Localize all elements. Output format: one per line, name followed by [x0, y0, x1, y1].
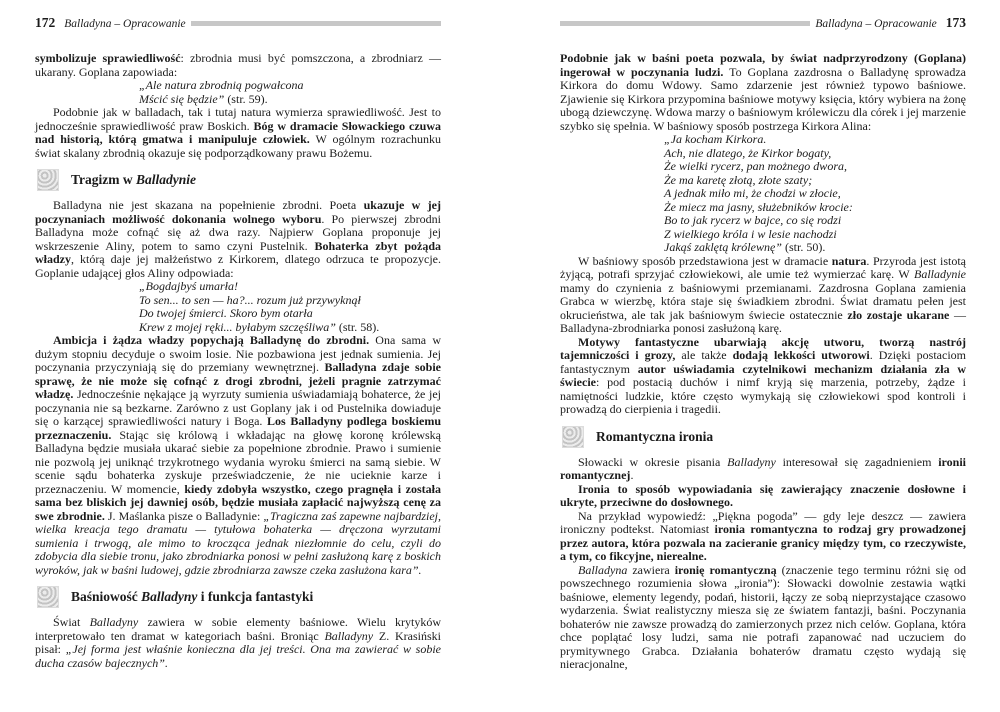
text-run: Balladynie — [135, 172, 196, 188]
text-run: (znaczenie tego terminu różni się od powszechnego rozumienia słowa „ironia”): Słowacki dowolnie zestawia wątki baśniowe, elementy legendy, podań, historii, łączy ze sobą nieprzystające czasowo wydarzenia. Świat realistyczny miesza się ze światem fantazji, baśni. Poczynania bohaterów nie zawsze prowadzą do zamierzonych przez nich celów. Goplana, która chce poplątać losy ludzi, sama nie potrafi zapanować nad uczuciem do prymitywnego Grabca. Działania bohaterów dramatu często wydają się nieracjonalne, — [560, 562, 966, 671]
paragraph — [35, 616, 441, 670]
verse-line — [139, 93, 441, 107]
paragraph — [560, 483, 966, 510]
text-run: — Balladyna-zbrodniarka ponosi zasłużoną karę. — [560, 307, 967, 335]
verse-line — [139, 79, 441, 93]
text-run: . Po pierwszej zbrodni Balladyna może cofnąć się aż dwa razy. Najpierw Goplana proponuje jej wskrzeszenie Aliny, potem to samo czyni Pustelnik. — [35, 211, 441, 253]
text-run: Ambicja i żądza władzy popychają Balladynę do zbrodni. — [53, 333, 370, 347]
verse-line — [664, 187, 966, 201]
text-run: W baśniowy sposób przedstawiona jest w dramacie — [578, 253, 832, 268]
text-run: Balladyna zdaje sobie sprawę, że nie może się cofnąć z drogi zbrodni, jeżeli pragnie zatrzymać władzę. — [35, 360, 441, 401]
text-run: dodają lekkości utworowi — [732, 348, 870, 362]
text-run: zawiera — [627, 562, 675, 577]
paragraph — [35, 199, 441, 280]
text-run: (str. 59). — [224, 91, 268, 106]
section-heading-text — [596, 430, 713, 444]
paragraph — [35, 52, 441, 79]
running-title: Balladyna – Opracowanie — [64, 18, 186, 30]
verse-line — [664, 147, 966, 161]
text-run: „Ja kocham Kirkora. — [664, 132, 767, 146]
text-run: Balladynie — [914, 267, 966, 281]
verse-line — [664, 214, 966, 228]
text-run: Balladyny — [141, 589, 198, 605]
text-run: Bóg w dramacie Słowackiego czuwa nad historią, którą gmatwa i manipuluje człowiek. — [35, 118, 441, 146]
text-run: , którą daje jej małżeństwo z Kirkorem, dlatego odrzuca te propozycje. Goplanie udającej głos Aliny odpowiada: — [35, 252, 441, 280]
running-title: Balladyna – Opracowanie — [815, 18, 937, 30]
text-run: Ach, nie dlatego, że Kirkor bogaty, — [664, 145, 832, 160]
page-body — [35, 52, 441, 670]
text-run: Motywy fantastyczne ubarwiają akcję utworu, tworzą nastrój tajemniczości i grozy, — [560, 334, 966, 362]
section-heading-text — [71, 173, 196, 187]
text-run: Jednocześnie nękające ją wyrzuty sumienia uświadamiają bohaterce, że jej poczynania nie są bezkarne. Zarówno z ust Goplany jak i od Pustelnika dowiaduje się o karzącej sprawiedliwości natury i Boga. — [35, 387, 441, 428]
text-run: Że wielki rycerz, pan możnego dwora, — [664, 159, 847, 173]
text-run: Los Balladyny podlega boskiemu przeznaczeniu. — [35, 414, 441, 442]
text-run: Świat — [53, 615, 90, 629]
text-run: mamy do czynienia z baśniowymi przemianami. Zazdrosna Goplana zamienia Grabca w wierzbę, która staje się świadkiem zbrodni. Świat dramatu pełen jest okrucieństwa, ale tak jak baśniowym świecie ostatecznie — [560, 280, 966, 322]
text-run: Balladyny — [727, 454, 776, 469]
text-run: interesował się zagadnieniem — [775, 454, 939, 469]
text-run: : pod postacią duchów i nimf kryją się marzenia, potrzeby, żądze i namiętności ludzkie, które często wymykają się człowiekowi spod kontroli i prowadzą do cierpienia i tragedii. — [560, 375, 966, 416]
text-run: : zbrodnia musi być pomszczona, a zbrodniarz — ukarany. Goplana zapowiada: — [35, 51, 441, 79]
text-run: ironia romantyczna to rodzaj gry prowadzonej przez autora, która pozwala na zacieranie granicy między tym, co rzeczywiste, a tym, co fikcyjne, nierealne. — [560, 522, 966, 563]
paragraph — [35, 106, 441, 160]
text-run: i funkcja fantastyki — [197, 589, 314, 605]
verse-line — [139, 321, 441, 335]
page-header-left — [35, 14, 441, 33]
verse-line — [139, 307, 441, 321]
verse-line — [664, 133, 966, 147]
text-run: „Jej forma jest właśnie konieczna dla jej treści. Ona ma zawierać w sobie ducha czasów bajecznych”. — [35, 642, 442, 670]
text-run: Balladyna nie jest skazana na popełnienie zbrodni. Poeta — [53, 198, 364, 212]
text-run: Balladyny — [324, 628, 374, 643]
text-run: zawiera w sobie elementy baśniowe. Wielu krytyków interpretowało ten dramat w kategoriach baśni. Broniąc — [35, 615, 441, 643]
text-run: Do twojej śmierci. Skoro bym otarła — [139, 306, 313, 320]
text-run: Bo to jak rycerz w bajce, co się rodzi — [664, 213, 842, 227]
text-run: symbolizuje sprawiedliwość — [35, 51, 181, 65]
text-run: Balladyny — [89, 615, 139, 629]
verse-line — [664, 174, 966, 188]
text-run: Baśniowość — [71, 589, 142, 605]
paragraph — [35, 334, 441, 577]
page-body — [560, 52, 966, 672]
verse-quote — [139, 79, 441, 106]
verse-line — [664, 160, 966, 174]
text-run: To sen... to sen — ha?... rozum już przywyknął — [139, 292, 361, 307]
text-run: . Przyroda jest istotą żyjącą, potrafi sprzyjać człowiekowi, ale umie też wymierzać karę. W — [560, 253, 966, 281]
text-run: zło zostaje ukarane — [847, 307, 950, 322]
verse-quote — [664, 133, 966, 255]
section-heading — [35, 586, 441, 608]
section-ornament-icon — [562, 426, 584, 448]
verse-line — [664, 228, 966, 242]
text-run: Że ma karetę złotą, złote szaty; — [664, 172, 813, 187]
text-run: Krew z mojej ręki... byłabym szczęśliwa” — [139, 319, 336, 334]
text-run: Ironia to sposób wypowiadania się zawierający znaczenie dosłowne i ukryte, przeciwne do dosłownego. — [560, 481, 966, 509]
text-run: Romantyczna ironia — [596, 428, 714, 444]
text-run: Podobnie jak w balladach, tak i tutaj natura wymierza sprawiedliwość. Jest to jednocześnie sprawiedliwość praw Boskich. — [35, 105, 441, 133]
text-run: Podobnie jak w baśni poeta pozwala, by świat nadprzyrodzony (Goplana) ingerował w poczynania ludzi. — [560, 51, 966, 79]
text-run: Bohaterka zbyt pożąda władzy — [35, 238, 441, 266]
page-number: 172 — [35, 15, 56, 30]
text-run: kiedy zdobyła wszystko, czego pragnęła i została sama bez bliskich jej dawniej osób, będzie musiała zapłacić najwyższą cenę za swe zbrodnie. — [35, 481, 441, 523]
page-number: 173 — [945, 15, 966, 30]
text-run: Tragizm w — [71, 172, 136, 188]
text-run: . — [630, 468, 634, 482]
paragraph — [560, 456, 966, 483]
page-header-right — [560, 14, 966, 33]
text-run: „Ale natura zbrodnią pogwałcona — [139, 78, 304, 92]
text-run: A jednak miło mi, że chodzi w złocie, — [664, 186, 841, 200]
text-run: Stając się królową i wkładając na głowę koronę królewską Balladyna będzie musiała ukarać siebie za popełnione zbrodnie. Prawo i sumienie nie pozwolą jej uniknąć trzykrotnego wydania wyroku śmierci na samą siebie. W scenie sądu bohaterka zyskuje przeświadczenie, że nie ucieknie karze i przeznaczeniu. W momencie, — [35, 427, 441, 496]
text-run: (str. 58). — [335, 319, 380, 334]
text-run: . Dzięki postaciom fantastycznym — [560, 348, 966, 376]
text-run: To Goplana zazdrosna o Balladynę sprowadza Kirkora do domu Wdowy. Samo zdarzenie jest również typowo baśniowe. Zjawienie się Kirkora przypomina baśniowe motywy księcia, który wybiera na żonę ubogą dziewczynę. Wdowa marzy o baśniowym królewiczu dla córek i jej marzenie szybko się spełnia. W baśniowy sposób postrzega Kirkora Alina: — [560, 64, 967, 133]
text-run: Że miecz ma jasny, służebników krocie: — [664, 199, 853, 214]
verse-line — [139, 280, 441, 294]
section-heading-text — [71, 590, 313, 604]
text-run: „Bogdajbyś umarła! — [139, 279, 238, 293]
header-rule — [560, 21, 810, 26]
text-run: natura — [831, 253, 867, 268]
verse-line — [664, 241, 966, 255]
text-run: W ogólnym rozrachunku świat skalany zbrodnią okazuje się podporządkowany prawu Bożemu. — [35, 132, 442, 160]
verse-line — [664, 201, 966, 215]
text-run: ironię romantyczną — [674, 562, 777, 577]
section-ornament-icon — [37, 586, 59, 608]
text-run: Mścić się będzie” — [139, 91, 225, 106]
text-run: ironii romantycznej — [560, 454, 967, 482]
text-run: autor uświadamia czytelnikowi mechanizm działania zła w świecie — [560, 361, 966, 389]
text-run: J. Maślanka pisze o Balladynie: — [104, 508, 264, 523]
text-run: (str. 50). — [781, 240, 826, 254]
text-run: ukazuje w jej poczynaniach możliwość dokonania wolnego wyboru — [35, 198, 442, 226]
paragraph — [560, 336, 966, 417]
header-rule — [191, 21, 441, 26]
page-172 — [35, 14, 441, 670]
text-run: Z wielkiego króla i w lesie nachodzi — [664, 226, 837, 241]
paragraph — [560, 510, 966, 564]
section-heading — [35, 169, 441, 191]
text-run: Z. Krasiński pisał: — [35, 628, 441, 656]
text-run: „Tragiczna zaś zapewne najbardziej, wielka kreacja tego dramatu — tytułowa bohaterka — dręczona wyrzutami sumienia i trwogą, ale mimo to krocząca jednak niezłomnie do celu, czyli do zdobycia dla siebie tronu, jako zbrodniarka ponosi w pełni zasłużoną karę z boskich wyroków, jak w baśni ludowej, gdzie zbrodniarza zawsze czeka zasłużona kara”. — [35, 508, 442, 577]
paragraph — [560, 52, 966, 133]
text-run: Balladyna — [578, 562, 628, 577]
text-run: Jakąś zaklętą królewnę” — [664, 240, 782, 254]
verse-line — [139, 294, 441, 308]
paragraph — [560, 564, 966, 672]
paragraph — [560, 255, 966, 336]
section-ornament-icon — [37, 169, 59, 191]
text-run: Ona sama w dużym stopniu decyduje o swoim losie. Nie pozbawiona jest jednak sumienia. Jej poczynania przyczyniają się do przemiany wewnętrznej. — [35, 333, 441, 374]
section-heading — [560, 426, 966, 448]
page-173 — [560, 14, 966, 672]
text-run: Na przykład wypowiedź: „Piękna pogoda” — gdy leje deszcz — zawiera ironiczny podtekst. Natomiast — [560, 508, 966, 536]
text-run: ale także — [675, 348, 733, 362]
text-run: Słowacki w okresie pisania — [578, 454, 728, 469]
verse-quote — [139, 280, 441, 334]
